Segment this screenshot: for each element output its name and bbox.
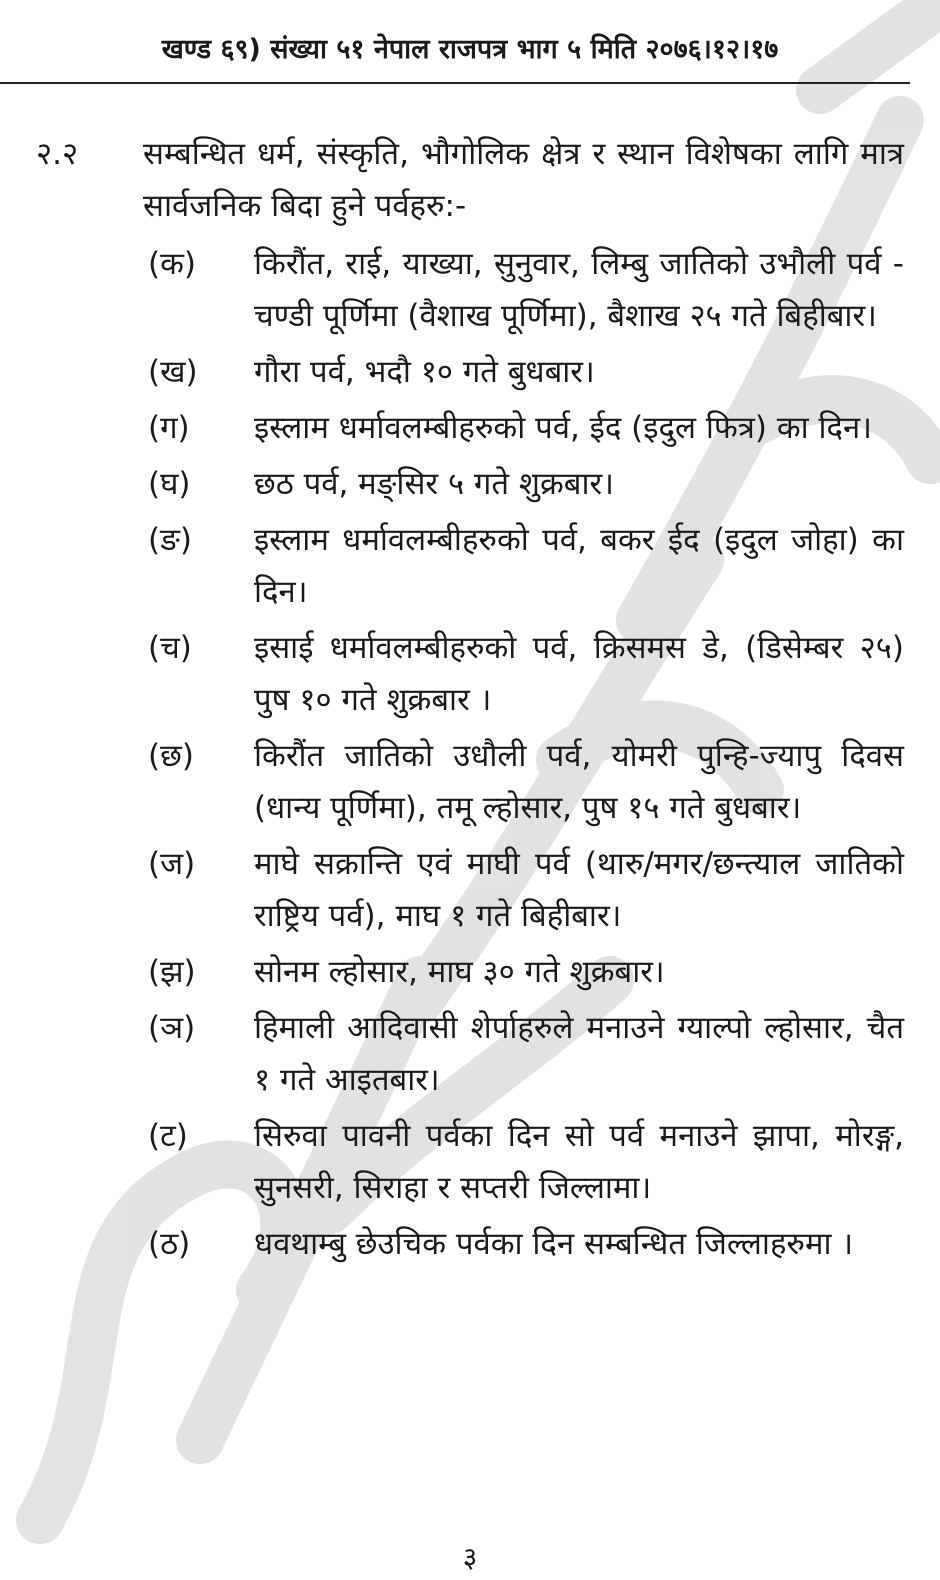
list-item	[0, 346, 940, 398]
item-text: इसाई धर्मावलम्बीहरुको पर्व, क्रिसमस डे, (डिसेम्बर २५) पुष १० गते शुक्रबार ।	[254, 630, 904, 718]
item-label: (घ)	[148, 466, 191, 502]
item-label: (ठ)	[148, 1226, 191, 1262]
item-label: (क)	[148, 246, 196, 282]
document-body	[0, 128, 940, 1274]
list-item	[0, 514, 940, 618]
list-item	[0, 838, 940, 942]
item-text: माघे सक्रान्ति एवं माघी पर्व (थारु/मगर/छन्त्याल जातिको राष्ट्रिय पर्व), माघ १ गते बिहीबार।	[254, 846, 904, 934]
list-item	[0, 238, 940, 342]
list-item	[0, 730, 940, 834]
item-text: सोनम ल्होसार, माघ ३० गते शुक्रबार।	[254, 954, 665, 990]
section-number: २.२	[36, 136, 79, 172]
item-label: (ग)	[148, 410, 190, 446]
list-item	[0, 1110, 940, 1214]
item-text: किरौंत, राई, याख्या, सुनुवार, लिम्बु जातिको उभौली पर्व - चण्डी पूर्णिमा (वैशाख पूर्णिमा), बैशाख २५ गते बिहीबार।	[254, 246, 904, 334]
item-label: (ट)	[148, 1118, 188, 1154]
header-divider	[0, 82, 910, 84]
item-label: (ङ)	[148, 522, 192, 558]
item-text: इस्लाम धर्मावलम्बीहरुको पर्व, ईद (इदुल फित्र) का दिन।	[254, 410, 872, 446]
item-text: धवथाम्बु छेउचिक पर्वका दिन सम्बन्धित जिल्लाहरुमा ।	[254, 1226, 854, 1262]
list-item	[0, 946, 940, 998]
list-item	[0, 1218, 940, 1270]
item-label: (छ)	[148, 738, 194, 774]
item-text: इस्लाम धर्मावलम्बीहरुको पर्व, बकर ईद (इदुल जोहा) का दिन।	[254, 522, 904, 610]
item-text: किरौंत जातिको उधौली पर्व, योमरी पुन्हि-ज्यापु दिवस (धान्य पूर्णिमा), तमू ल्होसार, पुष १५ गते बुधबार।	[254, 738, 904, 826]
item-label: (ज)	[148, 846, 196, 882]
holiday-list	[0, 238, 940, 1270]
item-label: (ख)	[148, 354, 198, 390]
section-heading	[0, 128, 940, 232]
list-item	[0, 1002, 940, 1106]
item-text: सिरुवा पावनी पर्वका दिन सो पर्व मनाउने झापा, मोरङ्ग, सुनसरी, सिराहा र सप्तरी जिल्लामा।	[254, 1118, 904, 1206]
list-item	[0, 458, 940, 510]
list-item	[0, 402, 940, 454]
item-text: गौरा पर्व, भदौ १० गते बुधबार।	[254, 354, 595, 390]
page-number: ३	[462, 1541, 478, 1574]
list-item	[0, 622, 940, 726]
item-label: (ञ)	[148, 1010, 196, 1046]
section-heading-text: सम्बन्धित धर्म, संस्कृति, भौगोलिक क्षेत्र र स्थान विशेषका लागि मात्र सार्वजनिक बिदा हुने पर्वहरु:-	[143, 136, 904, 224]
item-text: हिमाली आदिवासी शेर्पाहरुले मनाउने ग्याल्पो ल्होसार, चैत १ गते आइतबार।	[254, 1010, 904, 1098]
item-label: (झ)	[148, 954, 196, 990]
gazette-header: खण्ड ६९) संख्या ५१ नेपाल राजपत्र भाग ५ मिति २०७६।१२।१७	[161, 34, 779, 65]
item-label: (च)	[148, 630, 192, 666]
item-text: छठ पर्व, मङ्सिर ५ गते शुक्रबार।	[254, 466, 614, 502]
